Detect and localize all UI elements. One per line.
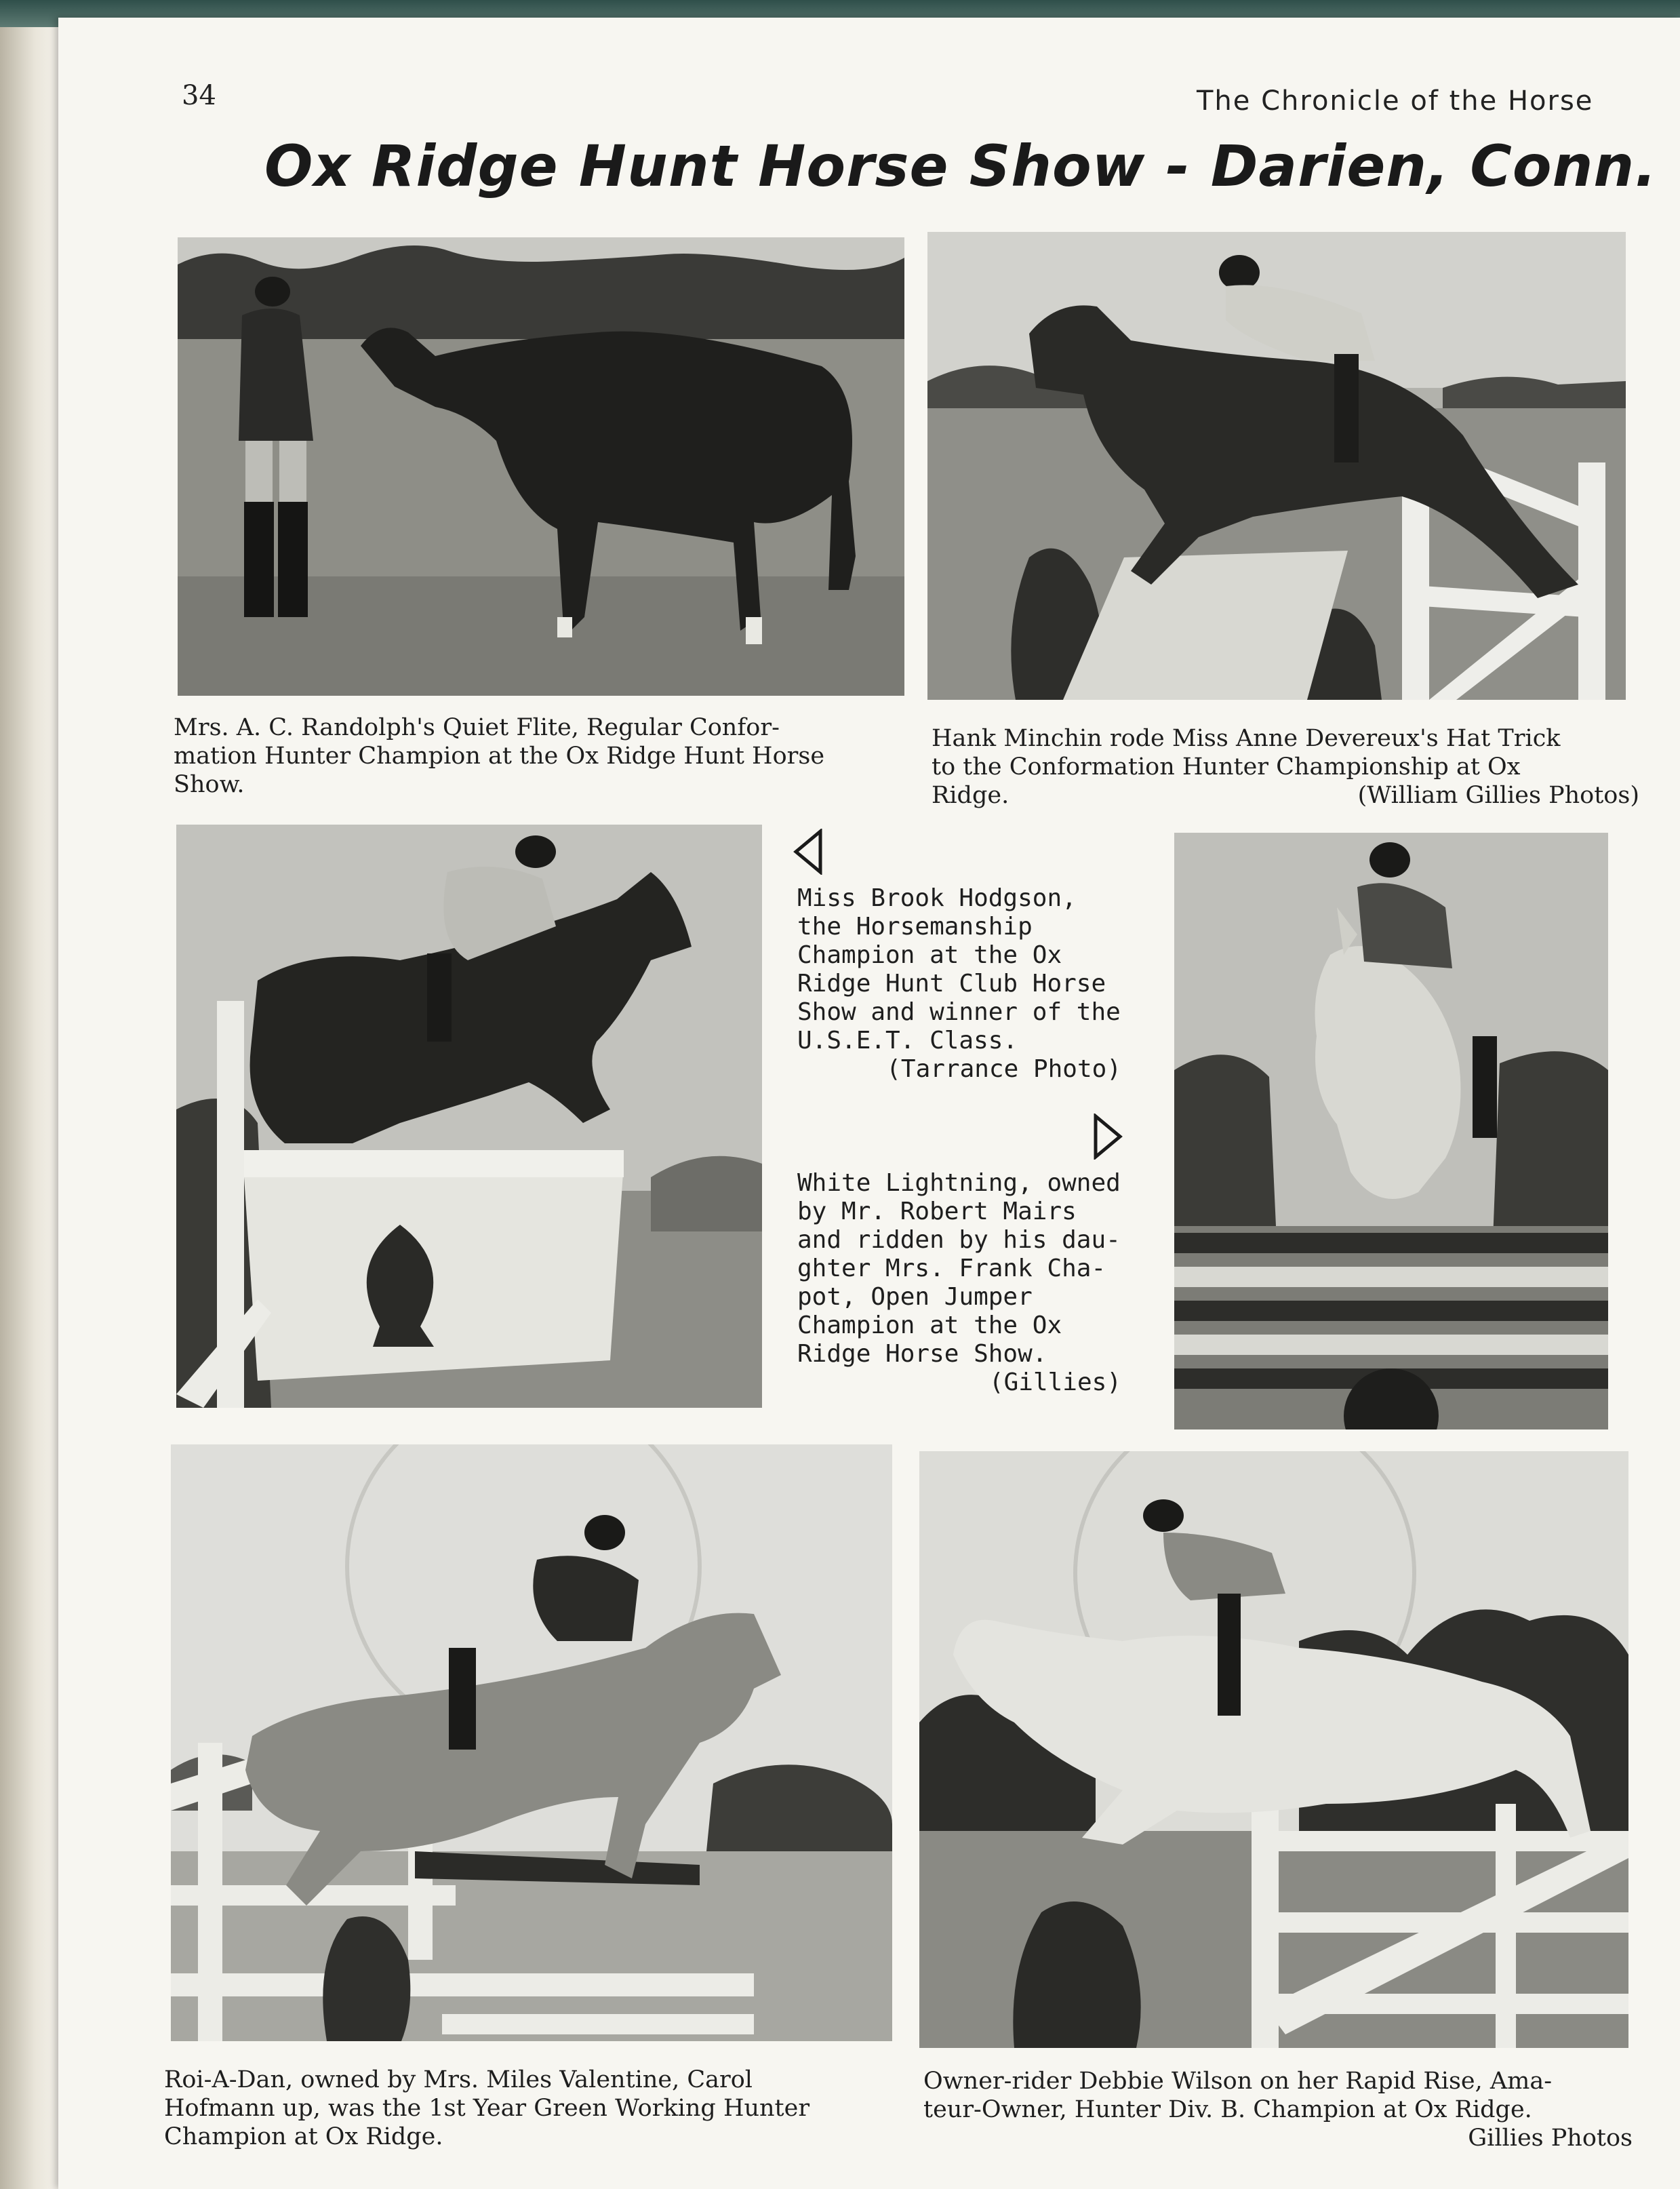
caption-line: Hofmann up, was the 1st Year Green Working Hunter	[164, 2095, 810, 2122]
photo-white-lightning	[1174, 833, 1608, 1429]
arrow-right-icon	[1093, 1113, 1123, 1160]
caption-line: Ridge Horse Show.	[797, 1340, 1047, 1368]
caption-line: ghter Mrs. Frank Cha-	[797, 1255, 1106, 1282]
caption-line: Champion at Ox Ridge.	[164, 2123, 443, 2150]
caption-line: White Lightning, owned	[797, 1169, 1121, 1197]
caption-line: Mrs. A. C. Randolph's Quiet Flite, Regular Confor-	[174, 714, 780, 741]
caption-line: Show.	[174, 771, 245, 798]
caption-line: pot, Open Jumper	[797, 1283, 1033, 1311]
caption-line: Ridge Hunt Club Horse	[797, 970, 1106, 998]
journal-title: The Chronicle of the Horse	[1197, 85, 1594, 117]
caption-line: Miss Brook Hodgson,	[797, 884, 1077, 912]
caption-hat-trick	[932, 724, 1639, 810]
photo-quiet-flite	[178, 237, 904, 696]
page-binding	[0, 27, 58, 2189]
caption-hodgson	[797, 884, 1121, 1084]
caption-line: Hank Minchin rode Miss Anne Devereux's Hat Trick	[932, 725, 1561, 752]
caption-rapid-rise	[923, 2067, 1633, 2152]
photo-credit: Gillies Photos	[1468, 2125, 1633, 2152]
caption-line: teur-Owner, Hunter Div. B. Champion at Ox Ridge.	[923, 2096, 1532, 2123]
caption-line: Ridge.	[932, 782, 1009, 809]
photo-roi-a-dan	[171, 1444, 892, 2041]
photo-hat-trick	[927, 232, 1626, 700]
caption-line: mation Hunter Champion at the Ox Ridge Hunt Horse	[174, 743, 825, 770]
photo-credit: (Tarrance Photo)	[886, 1055, 1121, 1083]
caption-line: Roi-A-Dan, owned by Mrs. Miles Valentine, Carol	[164, 2066, 753, 2093]
caption-line: and ridden by his dau-	[797, 1226, 1121, 1254]
arrow-left-icon	[793, 829, 823, 875]
caption-line: to the Conformation Hunter Championship at Ox	[932, 753, 1521, 781]
caption-roi-a-dan	[164, 2066, 809, 2151]
caption-line: the Horsemanship	[797, 913, 1033, 941]
caption-quiet-flite	[174, 713, 824, 799]
photo-rapid-rise	[919, 1451, 1628, 2048]
caption-line: Champion at the Ox	[797, 1312, 1062, 1339]
page-number: 34	[182, 80, 216, 111]
caption-white-lightning	[797, 1169, 1121, 1397]
photo-hodgson	[176, 825, 762, 1408]
page-headline: Ox Ridge Hunt Horse Show - Darien, Conn.	[264, 133, 1658, 199]
caption-line: Owner-rider Debbie Wilson on her Rapid Rise, Ama-	[923, 2068, 1553, 2095]
caption-line: Champion at the Ox	[797, 941, 1062, 969]
caption-line: Show and winner of the	[797, 998, 1121, 1026]
caption-line: by Mr. Robert Mairs	[797, 1198, 1077, 1225]
photo-credit: (Gillies)	[988, 1368, 1121, 1396]
photo-credit: (William Gillies Photos)	[1357, 782, 1639, 809]
caption-line: U.S.E.T. Class.	[797, 1027, 1018, 1054]
